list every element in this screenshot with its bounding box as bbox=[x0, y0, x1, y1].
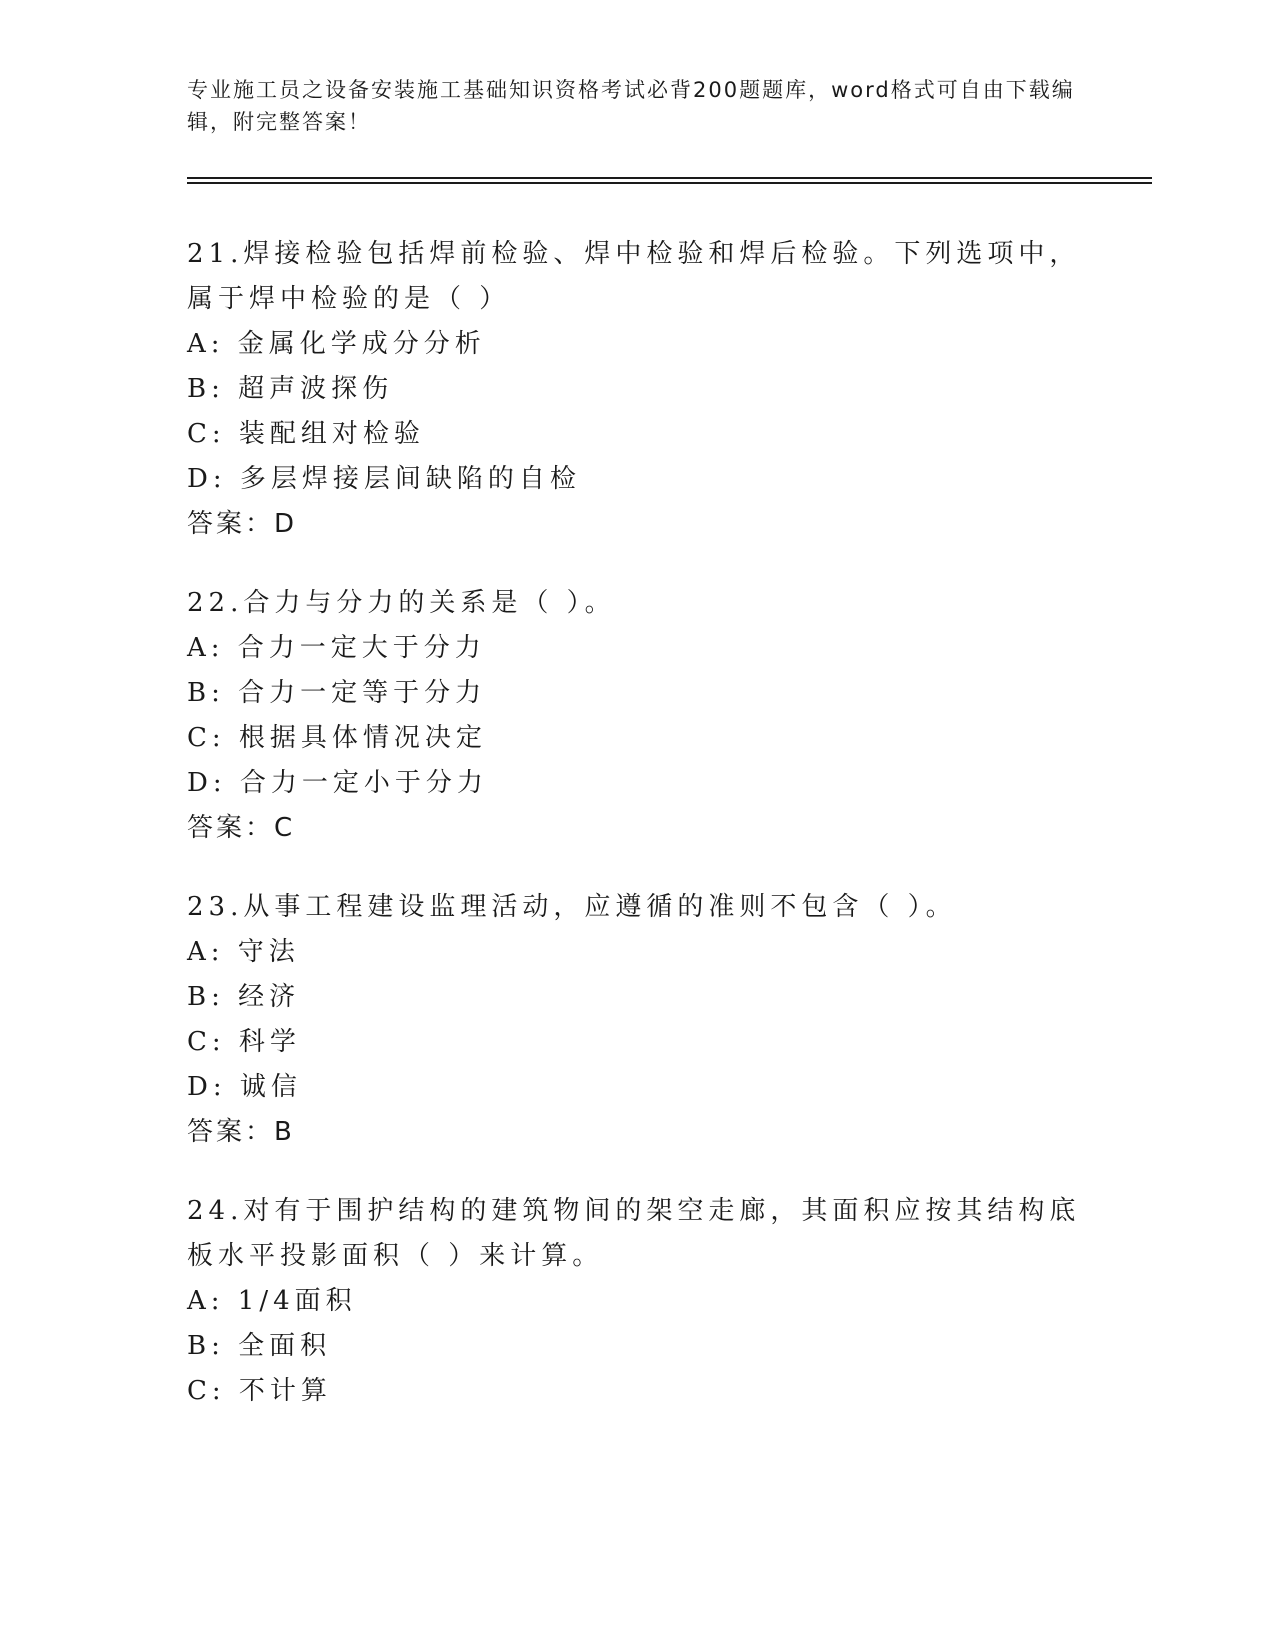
question-block bbox=[187, 1189, 1087, 1414]
header-divider-line bbox=[187, 177, 1152, 179]
option-a: A: 1/4面积 bbox=[187, 1286, 357, 1316]
answer-line: 答案：B bbox=[187, 1117, 295, 1147]
option-c: C: 科学 bbox=[187, 1027, 301, 1057]
header-divider-line bbox=[187, 182, 1152, 184]
question-text: 24.对有于围护结构的建筑物间的架空走廊，其面积应按其结构底板水平投影面积（ ）来计算。 bbox=[187, 1196, 1081, 1271]
option-d: D: 多层焊接层间缺陷的自检 bbox=[187, 464, 581, 494]
option-c: C: 根据具体情况决定 bbox=[187, 723, 487, 753]
option-a: A: 金属化学成分分析 bbox=[187, 329, 486, 359]
option-b: B: 经济 bbox=[187, 982, 301, 1012]
option-a: A: 守法 bbox=[187, 937, 300, 967]
option-c: C: 装配组对检验 bbox=[187, 419, 425, 449]
answer-line: 答案：D bbox=[187, 509, 298, 539]
option-d: D: 合力一定小于分力 bbox=[187, 768, 488, 798]
option-c: C: 不计算 bbox=[187, 1376, 332, 1406]
question-block bbox=[187, 885, 1087, 1155]
question-text: 23.从事工程建设监理活动，应遵循的准则不包含（ ）。 bbox=[187, 892, 957, 922]
option-a: A: 合力一定大于分力 bbox=[187, 633, 486, 663]
option-b: B: 全面积 bbox=[187, 1331, 332, 1361]
question-block bbox=[187, 232, 1087, 547]
document-header: 专业施工员之设备安装施工基础知识资格考试必背200题题库，word格式可自由下载编辑，附完整答案！ bbox=[187, 78, 1075, 134]
question-block bbox=[187, 581, 1087, 851]
question-text: 21.焊接检验包括焊前检验、焊中检验和焊后检验。下列选项中，属于焊中检验的是（ ） bbox=[187, 239, 1081, 314]
question-list bbox=[187, 232, 1087, 1448]
option-b: B: 超声波探伤 bbox=[187, 374, 394, 404]
option-d: D: 诚信 bbox=[187, 1072, 302, 1102]
answer-line: 答案：C bbox=[187, 813, 296, 843]
question-text: 22.合力与分力的关系是（ ）。 bbox=[187, 588, 616, 618]
option-b: B: 合力一定等于分力 bbox=[187, 678, 487, 708]
